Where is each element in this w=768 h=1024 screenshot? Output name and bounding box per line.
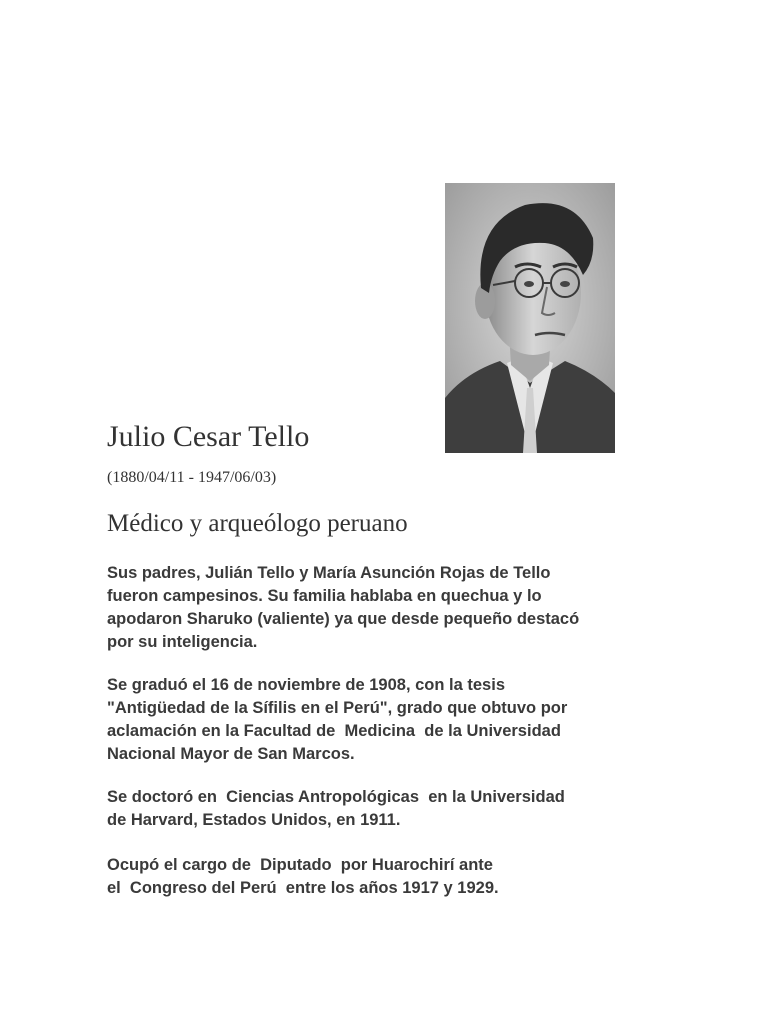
paragraph-line: Ocupó el cargo de Diputado por Huarochirí ante xyxy=(107,856,493,874)
paragraph-line: fueron campesinos. Su familia hablaba en quechua y lo xyxy=(107,587,542,605)
paragraph-line: Se doctoró en Ciencias Antropológicas en la Universidad xyxy=(107,788,565,806)
profession-subtitle: Médico y arqueólogo peruano xyxy=(107,510,408,537)
paragraph-line: de Harvard, Estados Unidos, en 1911. xyxy=(107,811,401,829)
person-name: Julio Cesar Tello xyxy=(107,420,310,453)
paragraph-line: el Congreso del Perú entre los años 1917 y 1929. xyxy=(107,879,499,897)
paragraph-line: por su inteligencia. xyxy=(107,633,258,651)
paragraph-graduation xyxy=(107,674,707,766)
life-dates: (1880/04/11 - 1947/06/03) xyxy=(107,469,277,486)
paragraph-parents xyxy=(107,562,707,654)
paragraph-line: apodaron Sharuko (valiente) ya que desde pequeño destacó xyxy=(107,610,580,628)
paragraph-line: aclamación en la Facultad de Medicina de la Universidad xyxy=(107,722,561,740)
paragraph-line: Se graduó el 16 de noviembre de 1908, con la tesis xyxy=(107,676,505,694)
paragraph-congress xyxy=(107,854,707,900)
paragraph-line: Sus padres, Julián Tello y María Asunción Rojas de Tello xyxy=(107,564,551,582)
paragraph-line: Nacional Mayor de San Marcos. xyxy=(107,745,355,763)
paragraph-doctorate xyxy=(107,786,707,832)
paragraph-line: "Antigüedad de la Sífilis en el Perú", grado que obtuvo por xyxy=(107,699,568,717)
portrait-photo xyxy=(445,183,615,453)
